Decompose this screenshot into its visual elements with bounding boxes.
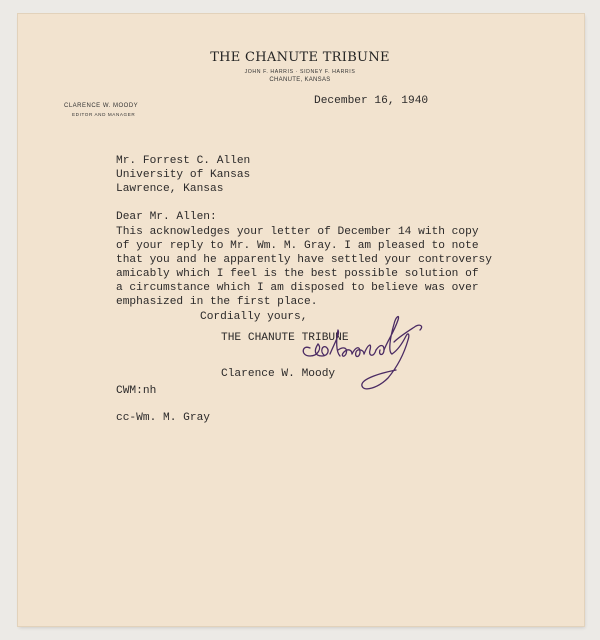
- typed-signer-name: Clarence W. Moody: [221, 368, 336, 380]
- recipient-name: Mr. Forrest C. Allen: [116, 155, 251, 167]
- body-line: that you and he apparently have settled your controversy: [116, 254, 492, 266]
- cc-line: cc-Wm. M. Gray: [116, 412, 210, 424]
- recipient-institution: University of Kansas: [116, 169, 251, 181]
- newspaper-name: THE CHANUTE TRIBUNE: [210, 50, 390, 65]
- body-line: a circumstance which I am disposed to believe was over: [116, 282, 479, 294]
- letter-date: December 16, 1940: [314, 95, 429, 107]
- body-line: amicably which I feel is the best possible solution of: [116, 268, 479, 280]
- typist-initials: CWM:nh: [116, 385, 157, 397]
- body-line: of your reply to Mr. Wm. M. Gray. I am pleased to note: [116, 240, 479, 252]
- handwritten-signature: [292, 300, 442, 400]
- body-line: This acknowledges your letter of December 14 with copy: [116, 226, 479, 238]
- salutation: Dear Mr. Allen:: [116, 211, 217, 223]
- publishers-line: JOHN F. HARRIS · SIDNEY F. HARRIS: [244, 69, 356, 75]
- editor-title: EDITOR AND MANAGER: [72, 112, 136, 117]
- location-line: CHANUTE, KANSAS: [269, 77, 331, 83]
- body-line: emphasized in the first place.: [116, 296, 318, 308]
- editor-name: CLARENCE W. MOODY: [64, 103, 139, 109]
- closing: Cordially yours,: [200, 311, 308, 323]
- recipient-city: Lawrence, Kansas: [116, 183, 224, 195]
- signature-organization: THE CHANUTE TRIBUNE: [221, 332, 349, 344]
